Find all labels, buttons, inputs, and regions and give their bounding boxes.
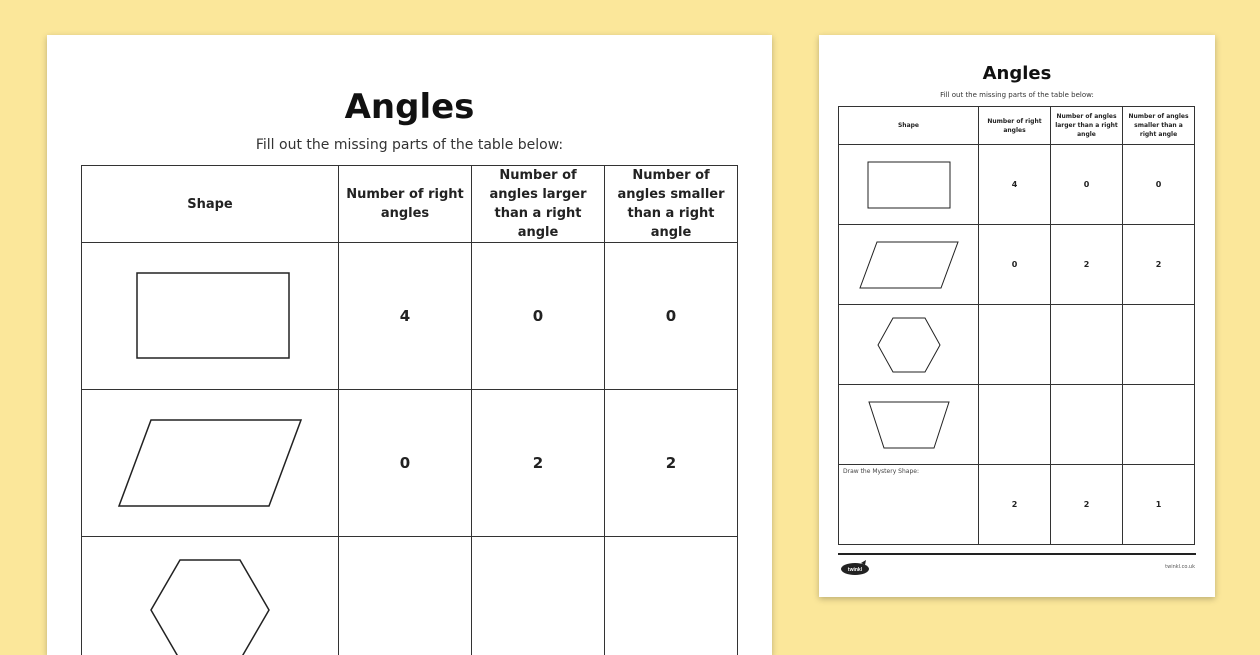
shape-cell [82,390,339,537]
header-larger-angles: Number of angles larger than a right angle [472,166,605,243]
smaller-angles-value: 2 [605,390,738,537]
worksheet-instructions: Fill out the missing parts of the table below: [47,137,772,153]
right-angles-value: 2 [979,465,1051,545]
right-angles-value: 4 [339,243,472,390]
right-angles-value [979,305,1051,385]
header-shape: Shape [82,166,339,243]
worksheet-preview-large [47,35,772,655]
hexagon-icon [876,316,942,374]
table-row [82,390,738,537]
worksheet-instructions: Fill out the missing parts of the table below: [819,91,1215,99]
smaller-angles-value: 0 [1123,145,1195,225]
twinkl-logo [839,560,871,576]
worksheet-title: Angles [47,87,772,127]
right-angles-value: 4 [979,145,1051,225]
smaller-angles-value: 0 [605,243,738,390]
right-angles-value [979,385,1051,465]
larger-angles-value: 0 [1051,145,1123,225]
table-row [839,145,1195,225]
parallelogram-icon [115,416,305,511]
table-row [839,465,1195,545]
rectangle-icon [130,266,290,366]
table-header-row [82,166,738,243]
footer-url: twinkl.co.uk [1165,564,1195,570]
mystery-shape-cell [839,465,979,545]
smaller-angles-value: 1 [1123,465,1195,545]
larger-angles-value: 2 [1051,465,1123,545]
header-shape: Shape [839,107,979,145]
larger-angles-value: 0 [472,243,605,390]
worksheet-preview-small [819,35,1215,597]
header-smaller-angles: Number of angles smaller than a right angle [605,166,738,243]
smaller-angles-value [1123,305,1195,385]
larger-angles-value [1051,305,1123,385]
shape-cell [839,145,979,225]
larger-angles-value: 2 [1051,225,1123,305]
trapezium-icon [867,400,951,450]
smaller-angles-value: 2 [1123,225,1195,305]
table-header-row [839,107,1195,145]
header-right-angles: Number of right angles [979,107,1051,145]
angles-table [838,106,1195,545]
angles-table [81,165,738,655]
table-row [839,225,1195,305]
hexagon-icon [148,557,272,655]
right-angles-value: 0 [979,225,1051,305]
table-row [82,537,738,655]
header-right-angles: Number of right angles [339,166,472,243]
larger-angles-value: 2 [472,390,605,537]
table-row [839,385,1195,465]
shape-cell [82,243,339,390]
shape-cell [839,385,979,465]
rectangle-icon [866,160,952,210]
worksheet-title: Angles [819,63,1215,84]
header-larger-angles: Number of angles larger than a right angle [1051,107,1123,145]
header-smaller-angles: Number of angles smaller than a right angle [1123,107,1195,145]
logo-text: twinkl [848,567,863,573]
shape-cell [839,225,979,305]
table-row [839,305,1195,385]
smaller-angles-value [605,537,738,655]
larger-angles-value [1051,385,1123,465]
right-angles-value [339,537,472,655]
table-row [82,243,738,390]
larger-angles-value [472,537,605,655]
shape-cell [82,537,339,655]
smaller-angles-value [1123,385,1195,465]
parallelogram-icon [858,240,960,290]
footer-divider [838,553,1196,555]
right-angles-value: 0 [339,390,472,537]
mystery-shape-label: Draw the Mystery Shape: [843,468,919,475]
shape-cell [839,305,979,385]
